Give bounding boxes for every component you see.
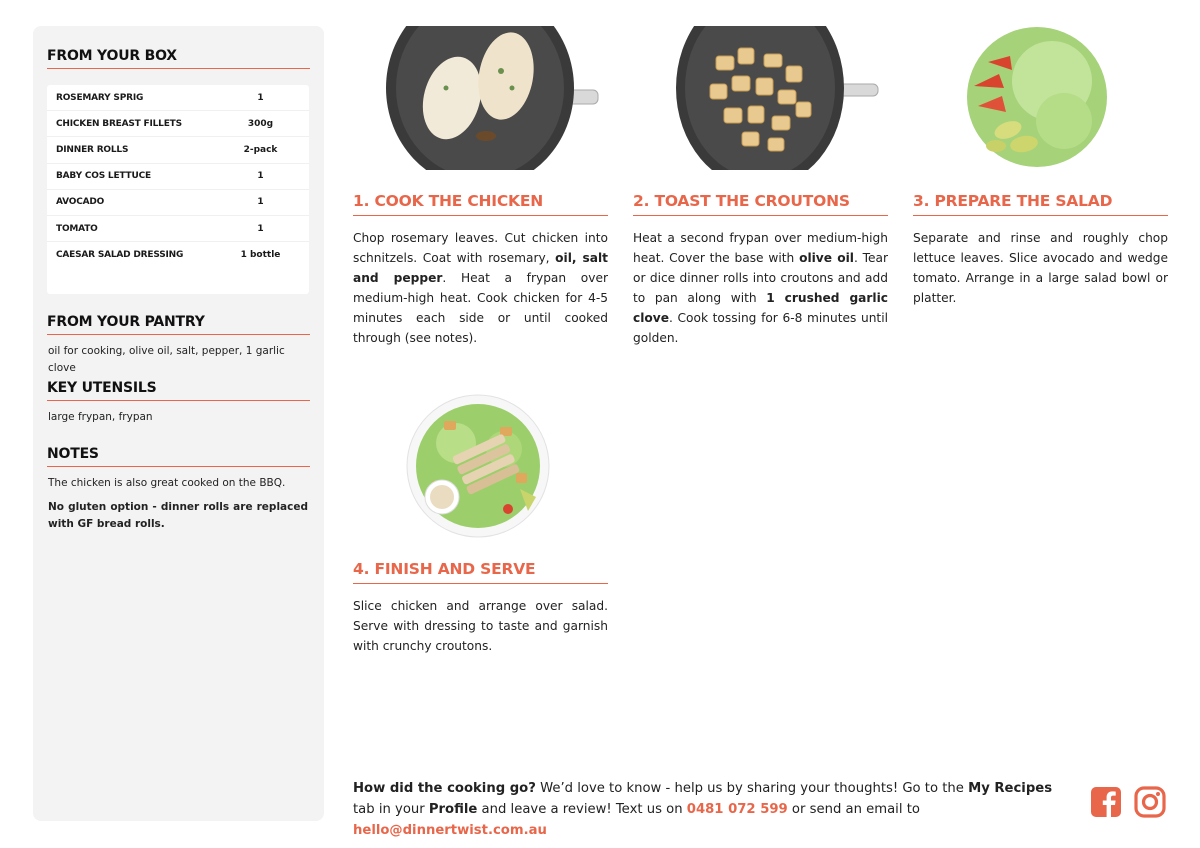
frypan-croutons-photo [676, 26, 882, 170]
sidebar-panel [33, 26, 324, 821]
utensils-heading: KEY UTENSILS [47, 380, 310, 401]
pantry-heading: FROM YOUR PANTRY [47, 314, 310, 335]
table-row [47, 137, 309, 163]
note-text-bold: No gluten option - dinner rolls are replaced with GF bread rolls. [48, 501, 308, 530]
email-link[interactable]: hello@dinnertwist.com.au [353, 823, 547, 838]
ingredient-qty: 1 [257, 197, 264, 208]
ingredient-qty: 1 bottle [240, 250, 281, 261]
table-row [47, 190, 309, 216]
pantry-text: oil for cooking, olive oil, salt, pepper, 1 garlic clove [48, 345, 285, 374]
table-row [47, 216, 309, 242]
ingredient-name: BABY COS LETTUCE [56, 171, 151, 182]
step-1-text: Chop rosemary leaves. Cut chicken into schnitzels. Coat with rosemary, oil, salt and pepper. Heat a frypan over medium-high heat. Cook chicken for 4-5 minutes each side or until cooked through (see notes). [353, 231, 608, 345]
step-4-text: Slice chicken and arrange over salad. Serve with dressing to taste and garnish with crunchy croutons. [353, 599, 608, 653]
table-row [47, 164, 309, 190]
my-recipes-link[interactable]: My Recipes [968, 781, 1053, 796]
ingredient-qty: 1 [257, 171, 264, 182]
ingredient-name: TOMATO [56, 223, 98, 234]
facebook-icon[interactable] [1090, 786, 1122, 818]
ingredient-qty: 1 [257, 92, 264, 103]
salad-bowl-photo [964, 26, 1110, 168]
notes-heading: NOTES [47, 446, 310, 467]
phone-link[interactable]: 0481 072 599 [686, 802, 788, 817]
ingredient-qty: 1 [257, 223, 264, 234]
ingredient-name: CAESAR SALAD DRESSING [56, 250, 184, 261]
step-3-title: 3. PREPARE THE SALAD [913, 192, 1168, 216]
step-3-text: Separate and rinse and roughly chop lettuce leaves. Slice avocado and wedge tomato. Arrange in a large salad bowl or platter. [913, 231, 1168, 305]
ingredient-qty: 300g [247, 118, 274, 129]
instagram-icon[interactable] [1134, 786, 1166, 818]
ingredient-name: ROSEMARY SPRIG [56, 92, 144, 103]
profile-link[interactable]: Profile [428, 802, 478, 817]
ingredient-name: AVOCADO [56, 197, 105, 208]
ingredient-name: CHICKEN BREAST FILLETS [56, 118, 182, 129]
ingredient-name: DINNER ROLLS [56, 144, 129, 155]
feedback-footer: How did the cooking go? We’d love to know - help us by sharing your thoughts! Go to the My Recipes tab in your Profile and leave a review! Text us on 0481 072 599 or send an email to hello@dinnertwist.com.au [353, 781, 1053, 838]
box-heading: FROM YOUR BOX [47, 48, 310, 69]
utensils-text: large frypan, frypan [48, 411, 153, 423]
step-1-title: 1. COOK THE CHICKEN [353, 192, 608, 216]
step-2-text: Heat a second frypan over medium-high heat. Cover the base with olive oil. Tear or dice dinner rolls into croutons and add to pan along with 1 crushed garlic clove. Cook tossing for 6-8 minutes until golden. [633, 231, 889, 345]
table-row [47, 85, 309, 111]
note-text: The chicken is also great cooked on the BBQ. [48, 477, 286, 489]
ingredient-qty: 2-pack [243, 144, 278, 155]
frypan-chicken-photo [386, 26, 602, 170]
step-4-title: 4. FINISH AND SERVE [353, 560, 608, 584]
table-row [47, 242, 309, 268]
table-row [47, 111, 309, 137]
ingredients-table [47, 85, 309, 294]
step-2-title: 2. TOAST THE CROUTONS [633, 192, 888, 216]
caesar-salad-photo [404, 393, 552, 539]
